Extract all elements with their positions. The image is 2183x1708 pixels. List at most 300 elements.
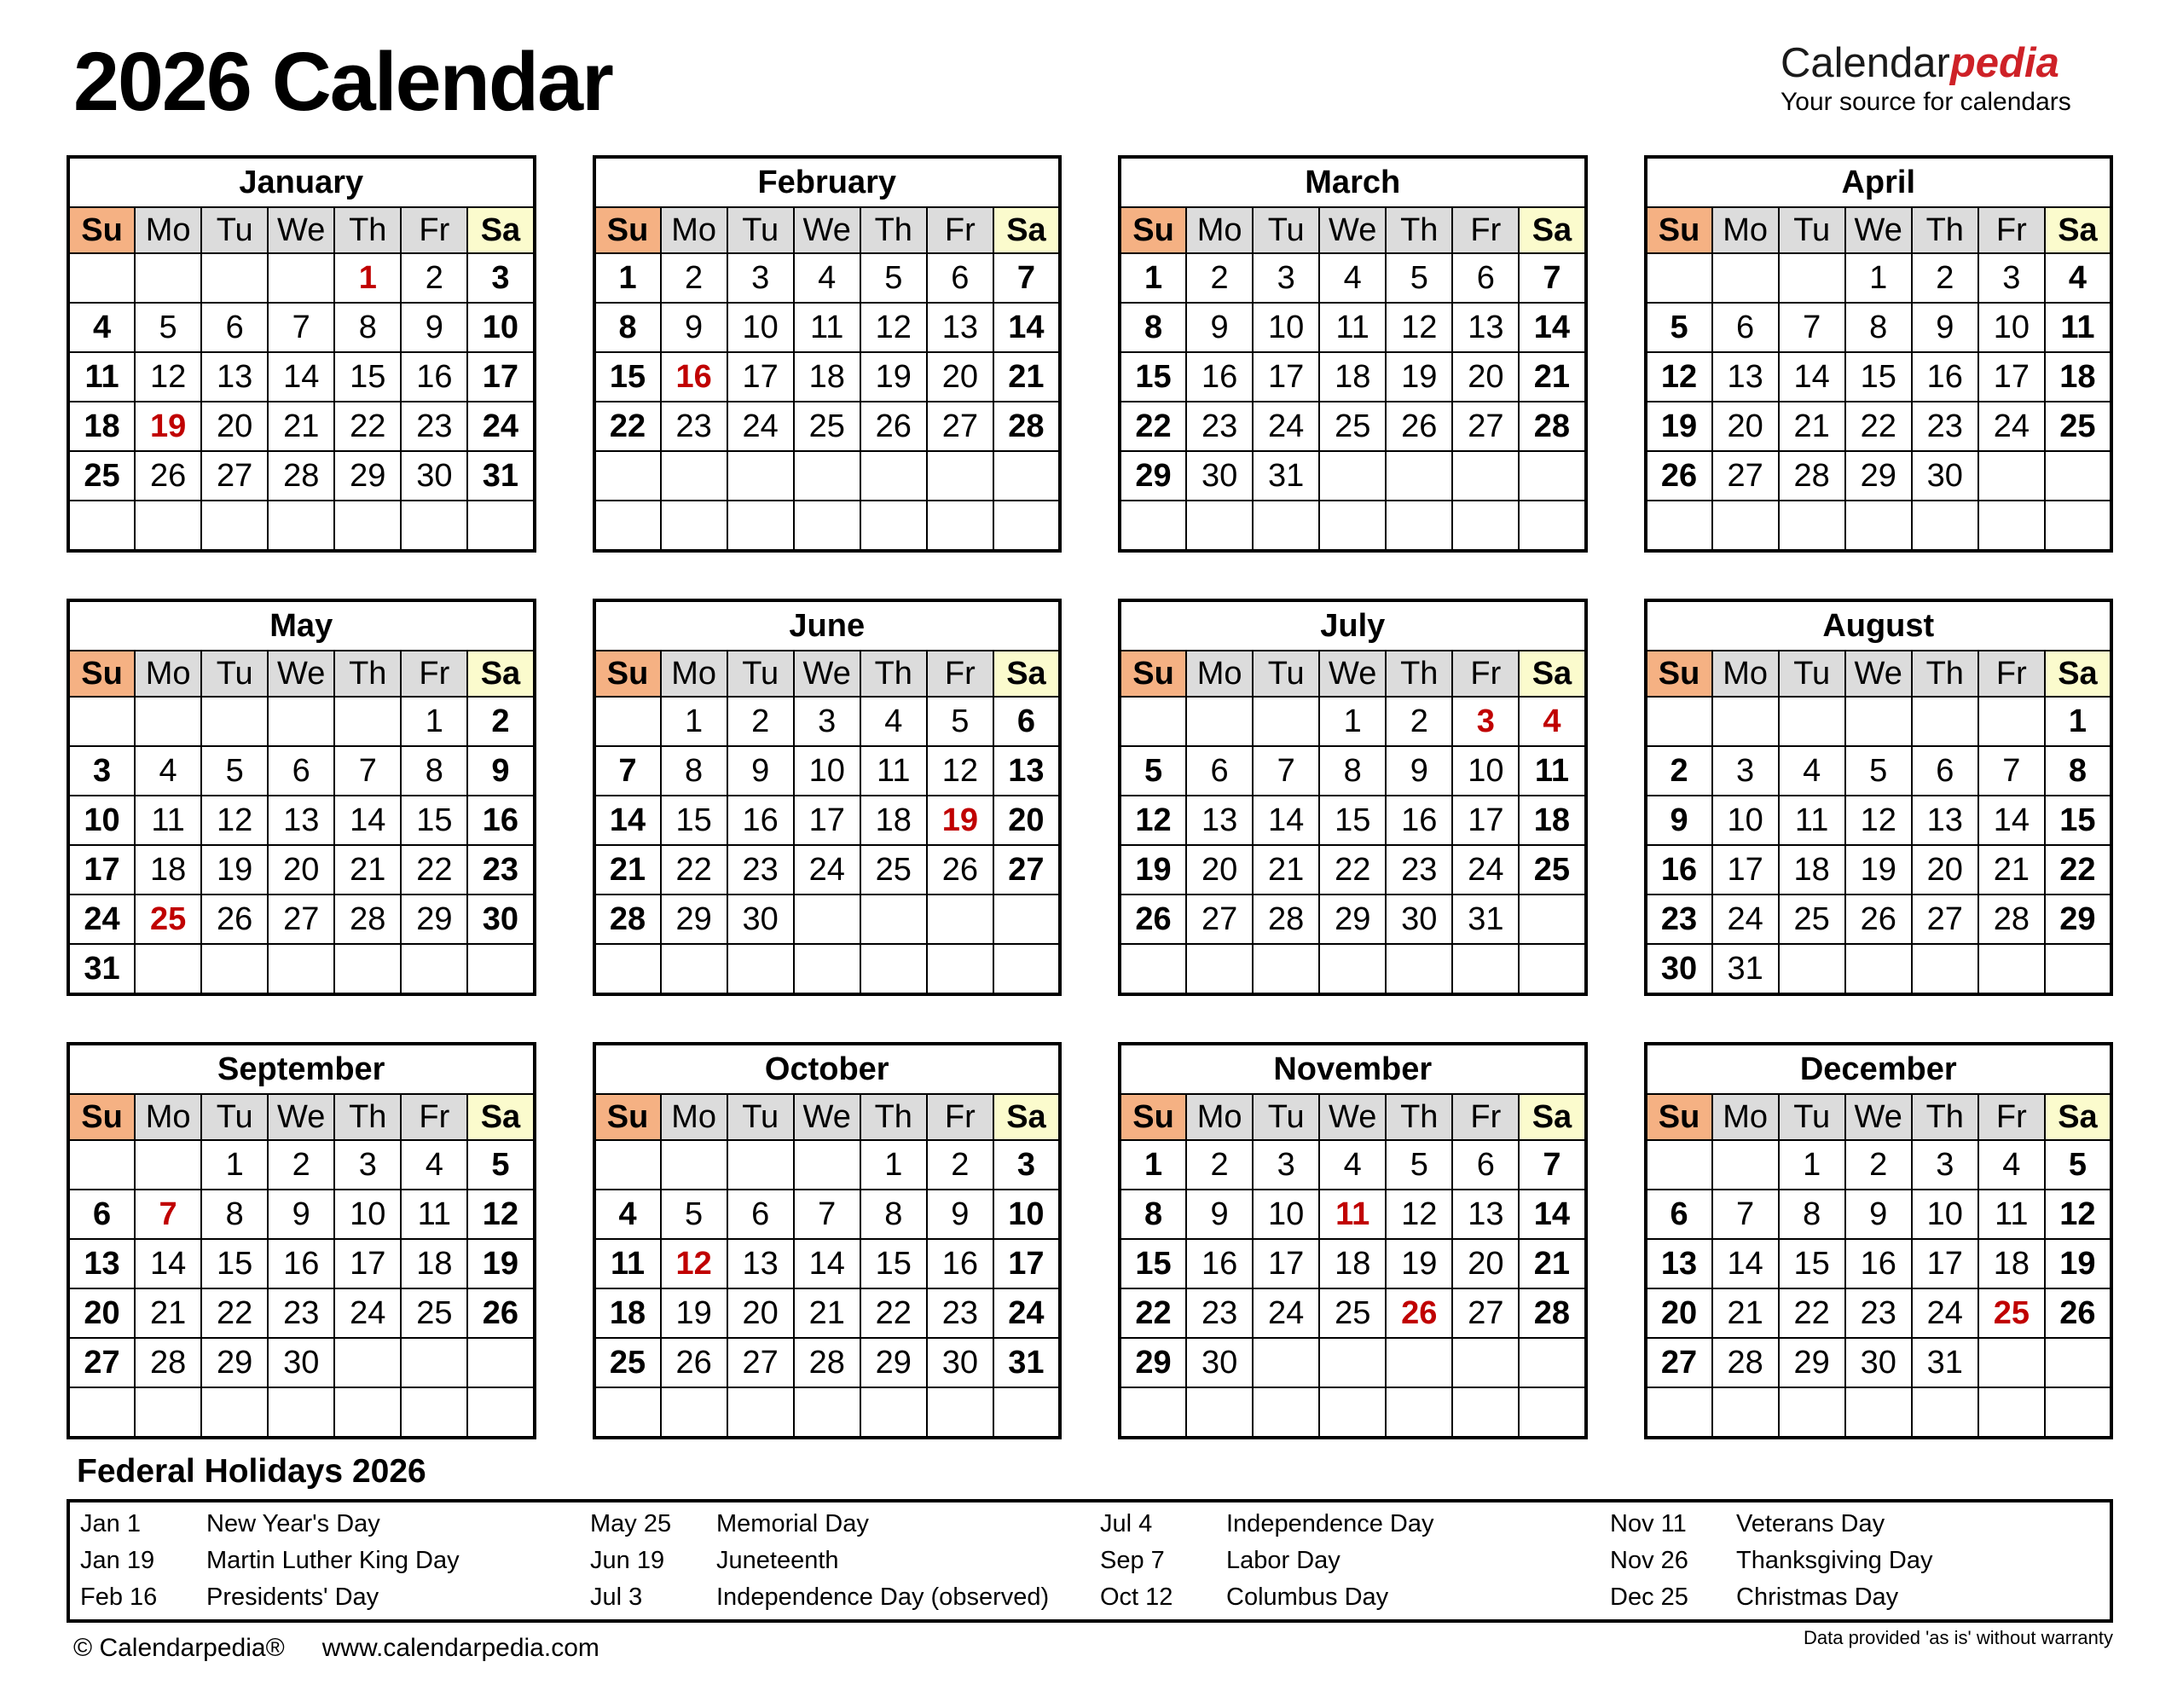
day-header-tu: Tu [201, 207, 268, 253]
day-cell: 11 [2045, 303, 2111, 352]
month-march [1118, 155, 1588, 553]
day-cell: 4 [68, 303, 135, 352]
day-cell: 30 [727, 895, 794, 944]
day-cell: 5 [135, 303, 201, 352]
holiday-name: Independence Day [1226, 1510, 1434, 1537]
week-row [68, 352, 535, 402]
empty-cell [1319, 451, 1386, 501]
day-cell: 1 [1120, 1140, 1186, 1190]
day-cell: 20 [1646, 1288, 1712, 1338]
day-cell: 6 [268, 746, 334, 796]
day-cell: 12 [1386, 1190, 1452, 1239]
day-header-sa: Sa [2045, 1094, 2111, 1140]
day-cell: 17 [727, 352, 794, 402]
day-header-sa: Sa [2045, 207, 2111, 253]
empty-cell [1186, 944, 1253, 994]
day-cell: 9 [1186, 303, 1253, 352]
day-cell: 28 [993, 402, 1060, 451]
day-cell: 20 [1452, 1239, 1519, 1288]
day-cell: 13 [1646, 1239, 1712, 1288]
week-row [1120, 352, 1586, 402]
day-cell: 20 [993, 796, 1060, 845]
holiday-name: Martin Luther King Day [206, 1547, 460, 1574]
day-header-su: Su [1120, 651, 1186, 697]
day-cell: 7 [1779, 303, 1845, 352]
empty-cell [794, 944, 860, 994]
day-cell: 8 [201, 1190, 268, 1239]
day-cell: 5 [2045, 1140, 2111, 1190]
week-row [1646, 451, 2112, 501]
day-cell: 5 [1646, 303, 1712, 352]
holiday-item [70, 1510, 580, 1538]
week-row [1646, 352, 2112, 402]
month-september [67, 1042, 536, 1439]
day-cell: 18 [135, 845, 201, 895]
day-cell: 10 [1978, 303, 2045, 352]
empty-cell [401, 501, 467, 551]
day-cell: 28 [135, 1338, 201, 1387]
holiday-name: Juneteenth [716, 1547, 839, 1574]
empty-cell [993, 1387, 1060, 1438]
empty-cell [594, 451, 661, 501]
day-header-fr: Fr [1452, 651, 1519, 697]
day-cell: 4 [135, 746, 201, 796]
day-cell: 9 [401, 303, 467, 352]
day-cell: 23 [268, 1288, 334, 1338]
day-cell: 25 [594, 1338, 661, 1387]
day-cell: 5 [201, 746, 268, 796]
empty-cell [727, 501, 794, 551]
day-cell: 20 [1712, 402, 1779, 451]
day-cell: 7 [794, 1190, 860, 1239]
day-header-tu: Tu [1779, 651, 1845, 697]
holiday-name: Veterans Day [1736, 1510, 1885, 1537]
empty-cell [1120, 1387, 1186, 1438]
day-cell: 3 [1978, 253, 2045, 303]
day-cell: 26 [860, 402, 927, 451]
day-header-we: We [268, 651, 334, 697]
day-cell: 31 [1712, 944, 1779, 994]
day-cell: 19 [860, 352, 927, 402]
day-cell: 1 [1845, 253, 1912, 303]
empty-cell [1386, 451, 1452, 501]
empty-cell [1519, 895, 1585, 944]
day-cell: 9 [1646, 796, 1712, 845]
day-cell: 27 [1646, 1338, 1712, 1387]
day-cell: 26 [1646, 451, 1712, 501]
day-cell: 22 [201, 1288, 268, 1338]
day-cell: 9 [1186, 1190, 1253, 1239]
day-cell: 6 [201, 303, 268, 352]
empty-cell [1186, 1387, 1253, 1438]
day-cell: 27 [927, 402, 993, 451]
day-cell: 16 [1186, 352, 1253, 402]
day-cell: 21 [1519, 352, 1585, 402]
holiday-date: Oct 12 [1100, 1584, 1173, 1611]
week-row [1646, 1190, 2112, 1239]
month-december [1644, 1042, 2114, 1439]
day-cell: 14 [794, 1239, 860, 1288]
data-disclaimer: Data provided 'as is' without warranty [1803, 1627, 2113, 1648]
day-cell: 14 [1519, 1190, 1585, 1239]
day-header-mo: Mo [1712, 207, 1779, 253]
day-cell: 20 [68, 1288, 135, 1338]
empty-cell [467, 1338, 534, 1387]
day-cell: 19 [2045, 1239, 2111, 1288]
day-cell: 14 [1712, 1239, 1779, 1288]
day-cell: 7 [334, 746, 401, 796]
day-cell: 11 [594, 1239, 661, 1288]
day-header-mo: Mo [1186, 207, 1253, 253]
empty-cell [661, 1140, 727, 1190]
holiday-name: Presidents' Day [206, 1584, 379, 1611]
empty-cell [334, 944, 401, 994]
day-header-tu: Tu [1779, 1094, 1845, 1140]
day-cell: 10 [1452, 746, 1519, 796]
day-cell: 19 [135, 402, 201, 451]
week-row [594, 796, 1061, 845]
empty-cell [135, 1387, 201, 1438]
day-cell: 8 [594, 303, 661, 352]
week-row [68, 796, 535, 845]
day-cell: 18 [1779, 845, 1845, 895]
day-cell: 19 [467, 1239, 534, 1288]
day-cell: 10 [68, 796, 135, 845]
day-cell: 7 [594, 746, 661, 796]
day-header-tu: Tu [1253, 1094, 1319, 1140]
day-cell: 31 [1253, 451, 1319, 501]
day-cell: 31 [467, 451, 534, 501]
empty-cell [1519, 451, 1585, 501]
day-cell: 28 [268, 451, 334, 501]
weekday-header-row [1120, 651, 1586, 697]
day-cell: 11 [68, 352, 135, 402]
month-title-row [1646, 600, 2112, 651]
day-cell: 28 [594, 895, 661, 944]
day-cell: 24 [727, 402, 794, 451]
day-cell: 31 [68, 944, 135, 994]
day-header-we: We [1319, 651, 1386, 697]
empty-cell [1319, 501, 1386, 551]
day-cell: 24 [1452, 845, 1519, 895]
empty-cell [1978, 697, 2045, 746]
day-cell: 15 [860, 1239, 927, 1288]
day-header-we: We [794, 207, 860, 253]
empty-cell [1845, 1387, 1912, 1438]
month-february [593, 155, 1063, 553]
day-cell: 17 [1253, 352, 1319, 402]
day-header-su: Su [68, 651, 135, 697]
empty-cell [1120, 697, 1186, 746]
empty-cell [334, 1338, 401, 1387]
logo-text-pedia: pedia [1949, 40, 2059, 86]
day-header-th: Th [1912, 651, 1978, 697]
empty-cell [794, 895, 860, 944]
day-cell: 4 [1519, 697, 1585, 746]
day-cell: 29 [1779, 1338, 1845, 1387]
empty-cell [1519, 501, 1585, 551]
empty-cell [1978, 501, 2045, 551]
week-row [594, 845, 1061, 895]
day-header-tu: Tu [201, 651, 268, 697]
day-cell: 18 [1519, 796, 1585, 845]
day-cell: 15 [1120, 352, 1186, 402]
empty-cell [201, 944, 268, 994]
day-cell: 4 [401, 1140, 467, 1190]
day-cell: 17 [1253, 1239, 1319, 1288]
empty-cell [401, 1387, 467, 1438]
day-cell: 25 [135, 895, 201, 944]
empty-cell [2045, 501, 2111, 551]
day-header-tu: Tu [1253, 651, 1319, 697]
weekday-header-row [1120, 1094, 1586, 1140]
day-cell: 25 [1319, 402, 1386, 451]
day-cell: 3 [68, 746, 135, 796]
day-header-tu: Tu [727, 651, 794, 697]
day-cell: 13 [1712, 352, 1779, 402]
week-row [1120, 501, 1586, 551]
day-cell: 15 [1120, 1239, 1186, 1288]
day-header-fr: Fr [401, 1094, 467, 1140]
day-cell: 18 [68, 402, 135, 451]
empty-cell [1120, 944, 1186, 994]
day-cell: 7 [1519, 253, 1585, 303]
day-cell: 19 [1120, 845, 1186, 895]
empty-cell [68, 501, 135, 551]
month-title: July [1120, 600, 1586, 651]
holiday-row [70, 1579, 2110, 1616]
empty-cell [794, 1140, 860, 1190]
calendarpedia-logo [1781, 40, 2071, 116]
day-cell: 7 [1978, 746, 2045, 796]
day-cell: 30 [1912, 451, 1978, 501]
week-row [68, 1190, 535, 1239]
day-cell: 5 [1120, 746, 1186, 796]
weekday-header-row [68, 1094, 535, 1140]
day-cell: 15 [201, 1239, 268, 1288]
weekday-header-row [1646, 207, 2112, 253]
day-cell: 12 [2045, 1190, 2111, 1239]
empty-cell [135, 253, 201, 303]
day-cell: 22 [334, 402, 401, 451]
day-cell: 2 [727, 697, 794, 746]
day-cell: 22 [401, 845, 467, 895]
day-cell: 11 [1779, 796, 1845, 845]
empty-cell [860, 451, 927, 501]
day-header-tu: Tu [727, 207, 794, 253]
day-cell: 23 [1646, 895, 1712, 944]
day-cell: 1 [201, 1140, 268, 1190]
day-cell: 3 [467, 253, 534, 303]
day-cell: 26 [201, 895, 268, 944]
day-cell: 8 [860, 1190, 927, 1239]
empty-cell [1319, 1387, 1386, 1438]
day-header-su: Su [1120, 1094, 1186, 1140]
empty-cell [993, 451, 1060, 501]
week-row [1646, 796, 2112, 845]
empty-cell [68, 1140, 135, 1190]
holiday-date: Jan 19 [80, 1547, 155, 1574]
website-link[interactable]: www.calendarpedia.com [321, 1634, 599, 1662]
day-cell: 18 [1319, 352, 1386, 402]
holiday-date: Nov 11 [1610, 1510, 1687, 1537]
week-row [594, 697, 1061, 746]
week-row [1120, 1338, 1586, 1387]
day-cell: 10 [794, 746, 860, 796]
day-cell: 14 [268, 352, 334, 402]
empty-cell [1386, 1387, 1452, 1438]
day-cell: 24 [467, 402, 534, 451]
day-cell: 25 [401, 1288, 467, 1338]
day-cell: 21 [594, 845, 661, 895]
day-cell: 30 [1186, 1338, 1253, 1387]
day-cell: 3 [727, 253, 794, 303]
day-cell: 15 [1845, 352, 1912, 402]
day-header-th: Th [860, 207, 927, 253]
day-header-tu: Tu [1253, 207, 1319, 253]
empty-cell [1912, 1387, 1978, 1438]
weekday-header-row [594, 1094, 1061, 1140]
day-header-th: Th [334, 651, 401, 697]
day-cell: 22 [2045, 845, 2111, 895]
day-header-fr: Fr [1978, 207, 2045, 253]
holiday-name: Christmas Day [1736, 1584, 1899, 1611]
day-header-tu: Tu [201, 1094, 268, 1140]
day-cell: 3 [1912, 1140, 1978, 1190]
day-cell: 10 [993, 1190, 1060, 1239]
day-cell: 16 [1912, 352, 1978, 402]
day-cell: 3 [1712, 746, 1779, 796]
day-header-mo: Mo [661, 651, 727, 697]
day-cell: 18 [794, 352, 860, 402]
day-cell: 2 [661, 253, 727, 303]
day-cell: 13 [993, 746, 1060, 796]
holiday-name: New Year's Day [206, 1510, 380, 1537]
day-cell: 10 [1912, 1190, 1978, 1239]
month-title-row [1120, 157, 1586, 207]
empty-cell [201, 253, 268, 303]
empty-cell [1845, 501, 1912, 551]
empty-cell [268, 697, 334, 746]
week-row [1646, 1387, 2112, 1438]
month-november [1118, 1042, 1588, 1439]
day-cell: 8 [1779, 1190, 1845, 1239]
empty-cell [1845, 944, 1912, 994]
day-cell: 13 [1186, 796, 1253, 845]
day-cell: 11 [1519, 746, 1585, 796]
day-cell: 11 [1978, 1190, 2045, 1239]
day-cell: 22 [860, 1288, 927, 1338]
month-title: April [1646, 157, 2112, 207]
day-cell: 29 [401, 895, 467, 944]
day-cell: 18 [1319, 1239, 1386, 1288]
day-header-su: Su [68, 207, 135, 253]
empty-cell [1186, 501, 1253, 551]
day-cell: 15 [401, 796, 467, 845]
empty-cell [1253, 944, 1319, 994]
empty-cell [2045, 944, 2111, 994]
empty-cell [594, 697, 661, 746]
holiday-date: Jun 19 [590, 1547, 665, 1574]
empty-cell [1386, 1338, 1452, 1387]
empty-cell [2045, 451, 2111, 501]
month-title: November [1120, 1044, 1586, 1094]
day-cell: 10 [334, 1190, 401, 1239]
week-row [1120, 1288, 1586, 1338]
month-title: September [68, 1044, 535, 1094]
day-cell: 10 [467, 303, 534, 352]
holiday-date: Feb 16 [80, 1584, 158, 1611]
day-cell: 3 [334, 1140, 401, 1190]
week-row [1646, 1239, 2112, 1288]
empty-cell [401, 944, 467, 994]
day-cell: 30 [1646, 944, 1712, 994]
holiday-date: May 25 [590, 1510, 672, 1537]
day-cell: 2 [1646, 746, 1712, 796]
holiday-date: Jan 1 [80, 1510, 141, 1537]
day-cell: 2 [1186, 253, 1253, 303]
empty-cell [727, 1387, 794, 1438]
day-cell: 24 [1712, 895, 1779, 944]
day-cell: 23 [1186, 402, 1253, 451]
holiday-name: Columbus Day [1226, 1584, 1389, 1611]
empty-cell [334, 697, 401, 746]
empty-cell [1978, 1338, 2045, 1387]
day-cell: 25 [1779, 895, 1845, 944]
empty-cell [927, 501, 993, 551]
day-cell: 28 [1978, 895, 2045, 944]
day-cell: 24 [1253, 1288, 1319, 1338]
day-cell: 15 [1319, 796, 1386, 845]
day-header-fr: Fr [1978, 1094, 2045, 1140]
week-row [68, 1140, 535, 1190]
day-cell: 2 [927, 1140, 993, 1190]
day-header-su: Su [1120, 207, 1186, 253]
day-cell: 5 [467, 1140, 534, 1190]
empty-cell [1452, 451, 1519, 501]
month-title: January [68, 157, 535, 207]
day-cell: 27 [1186, 895, 1253, 944]
day-header-sa: Sa [467, 651, 534, 697]
day-cell: 28 [1253, 895, 1319, 944]
day-cell: 17 [1978, 352, 2045, 402]
day-cell: 3 [993, 1140, 1060, 1190]
day-cell: 22 [1845, 402, 1912, 451]
holiday-item [70, 1547, 580, 1575]
holiday-item [1090, 1584, 1600, 1612]
holiday-item [580, 1584, 1090, 1612]
day-header-mo: Mo [135, 1094, 201, 1140]
empty-cell [1712, 253, 1779, 303]
day-header-sa: Sa [467, 1094, 534, 1140]
empty-cell [727, 451, 794, 501]
empty-cell [268, 1387, 334, 1438]
week-row [594, 944, 1061, 994]
day-cell: 22 [661, 845, 727, 895]
day-header-sa: Sa [467, 207, 534, 253]
day-cell: 29 [334, 451, 401, 501]
day-cell: 13 [1912, 796, 1978, 845]
week-row [594, 1190, 1061, 1239]
holiday-item [1090, 1510, 1600, 1538]
month-july [1118, 599, 1588, 996]
empty-cell [1712, 697, 1779, 746]
day-header-fr: Fr [927, 1094, 993, 1140]
day-header-su: Su [1646, 1094, 1712, 1140]
logo-text-calendar: Calendar [1781, 40, 1950, 86]
empty-cell [594, 501, 661, 551]
day-cell: 3 [1253, 1140, 1319, 1190]
